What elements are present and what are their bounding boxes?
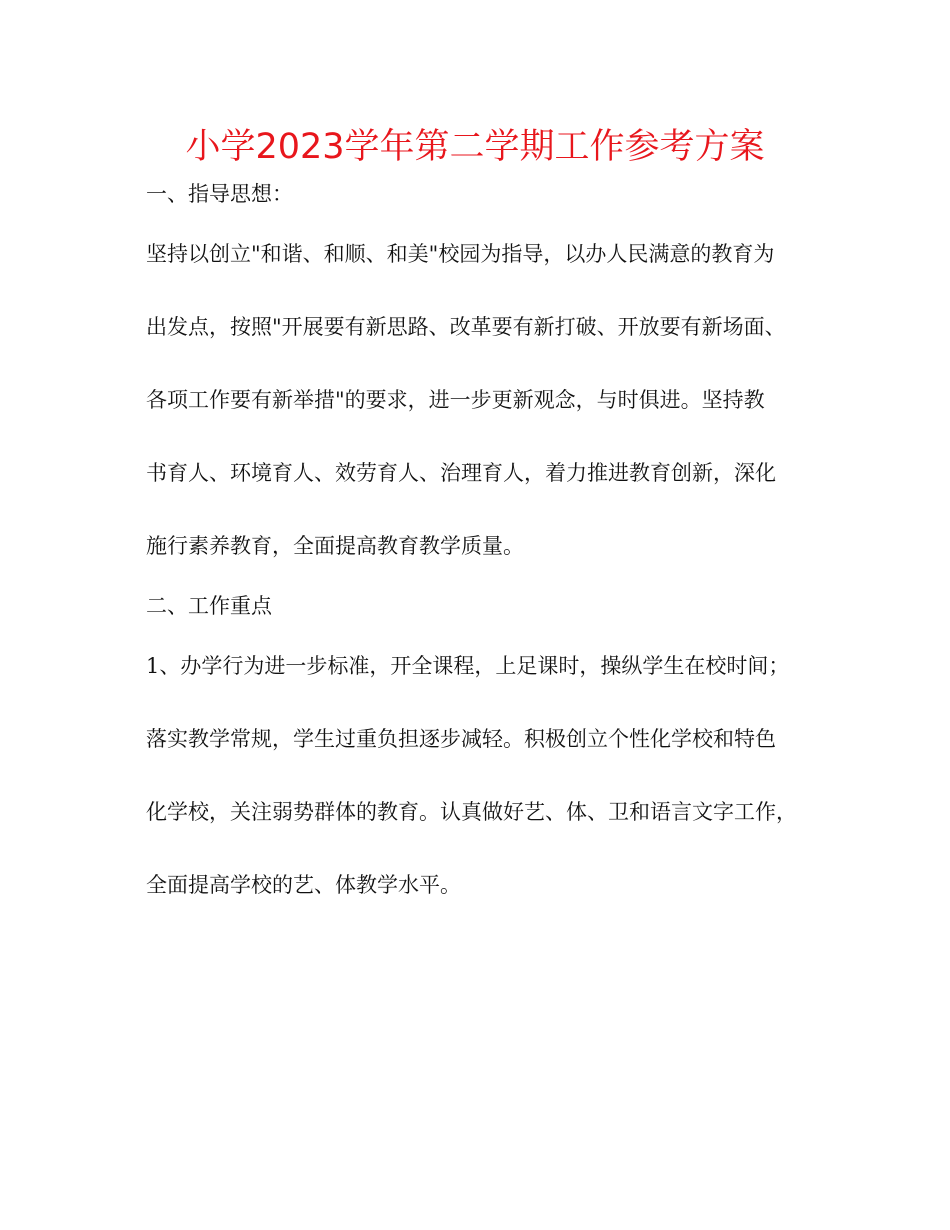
paragraph-line: 各项工作要有新举措"的要求，进一步更新观念，与时俱进。坚持教 xyxy=(146,388,765,412)
document-title: 小学2023学年第二学期工作参考方案 xyxy=(185,127,765,167)
section-heading-work-focus: 二、工作重点 xyxy=(146,594,272,618)
section-heading-guiding-ideology: 一、指导思想： xyxy=(146,182,293,206)
paragraph-line: 出发点，按照"开展要有新思路、改革要有新打破、开放要有新场面、 xyxy=(146,315,786,339)
paragraph-line: 1、办学行为进一步标准，开全课程，上足课时，操纵学生在校时间； xyxy=(146,654,790,678)
paragraph-line: 化学校，关注弱势群体的教育。认真做好艺、体、卫和语言文字工作， xyxy=(146,800,797,824)
paragraph-line: 施行素养教育，全面提高教育教学质量。 xyxy=(146,534,524,558)
paragraph-line: 坚持以创立"和谐、和顺、和美"校园为指导，以办人民满意的教育为 xyxy=(146,242,775,266)
paragraph-line: 落实教学常规，学生过重负担逐步减轻。积极创立个性化学校和特色 xyxy=(146,727,776,751)
paragraph-line: 全面提高学校的艺、体教学水平。 xyxy=(146,873,461,897)
paragraph-line: 书育人、环境育人、效劳育人、治理育人，着力推进教育创新，深化 xyxy=(146,461,776,485)
